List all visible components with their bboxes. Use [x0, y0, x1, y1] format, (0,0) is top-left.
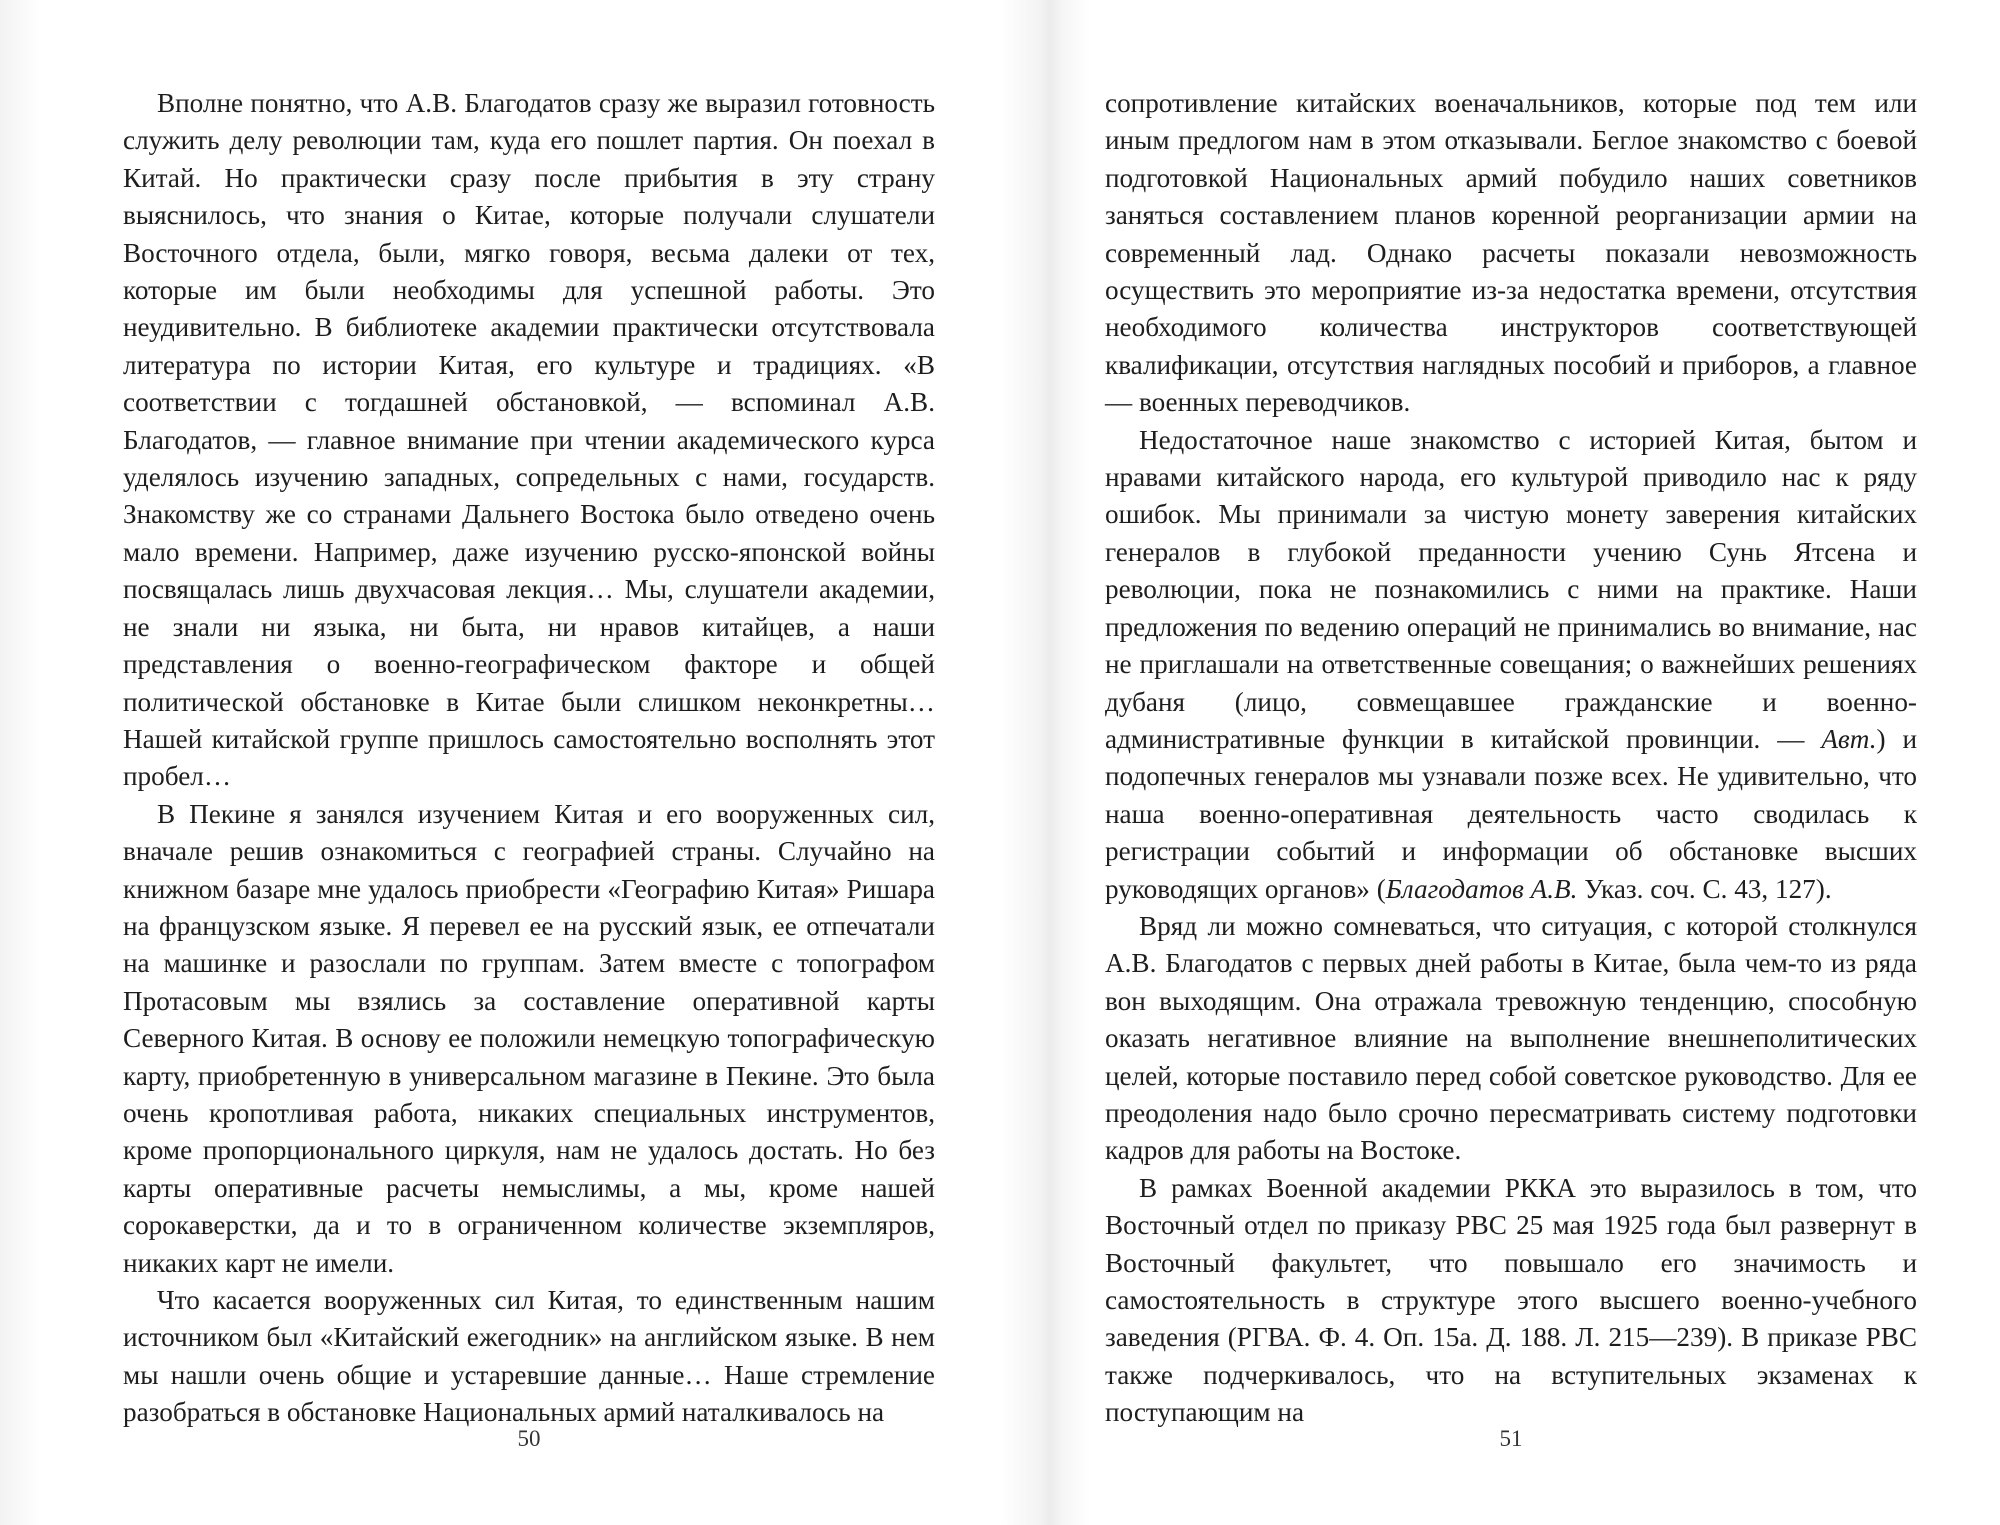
paragraph: В Пекине я занялся изучением Китая и его вооруженных сил, вначале решив ознакомиться с географией страны. Случайно на книжном базаре мне удалось приобрести «Географию Китая» Ришара на французском языке. Я перевел ее на русский язык, ее отпечатали на машинке и разослали по группам. Затем вместе с топографом Протасовым мы взялись за составление оперативной карты Северного Китая. В основу ее положили немецкую топографическую карту, приобретенную в универсальном магазине в Пекине. Это была очень кропотливая работа, никаких специальных инструментов, кроме пропорционального циркуля, нам не удалось достать. Но без карты оперативные расчеты немыслимы, а мы, кроме нашей сорокаверстки, да и то в ограниченном количестве экземпляров, никаких карт не имели. [123, 798, 935, 1278]
italic-text: Благодатов А.В. [1385, 873, 1578, 904]
italic-text: Авт. [1821, 723, 1877, 754]
right-page-text [1105, 85, 1917, 1432]
text-run: Недостаточное наше знакомство с историей Китая, бытом и нравами китайского народа, его культурой приводило нас к ряду ошибок. Мы принимали за чистую монету заверения китайских генералов в глубокой преданности учению Сунь Ятсена и революции, пока не познакомились с ними на практике. Наши предложения по ведению операций не принимались во внимание, нас не приглашали на ответственные совещания; о важнейших решениях дубаня (лицо, совмещавшее гражданские и военно-административные функции в китайской провинции. — [1105, 424, 1917, 754]
left-page-text [123, 85, 935, 1432]
paragraph: Вполне понятно, что А.В. Благодатов сразу же выразил готовность служить делу революции там, куда его пошлет партия. Он поехал в Китай. Но практически сразу после прибытия в эту страну выяснилось, что знания о Китае, которые получали слушатели Восточного отдела, были, мягко говоря, весьма далеки от тех, которые им были необходимы для успешной работы. Это неудивительно. В библиотеке академии практически отсутствовала литература по истории Китая, его культуре и традициях. «В соответствии с тогдашней обстановкой, — вспоминал А.В. Благодатов, — главное внимание при чтении академического курса уделялось изучению западных, сопредельных с нами, государств. Знакомству же со странами Дальнего Востока было отведено очень мало времени. Например, даже изучению русско-японской войны посвящалась лишь двухчасовая лекция… Мы, слушатели академии, не знали ни языка, ни быта, ни нравов китайцев, а наши представления о военно-географическом факторе и общей политической обстановке в Китае были слишком неконкретны… Нашей китайской группе пришлось самостоятельно восполнять этот пробел… [123, 88, 935, 792]
paragraph: сопротивление китайских военачальников, которые под тем или иным предлогом нам в этом отказывали. Беглое знакомство с боевой подготовкой Национальных армий побудило наших советников заняться составлением планов коренной реорганизации армии на современный лад. Однако расчеты показали невозможность осуществить это мероприятие из-за недостатка времени, отсутствия необходимого количества инструкторов соответствующей квалификации, отсутствия наглядных пособий и приборов, а главное — военных переводчиков. [1105, 88, 1917, 418]
page-edge-shadow [0, 0, 40, 1525]
page-number-right: 51 [1499, 1426, 1523, 1451]
text-run: ) и подопечных генералов мы узнавали позже всех. Не удивительно, что наша военно-оперативная деятельность часто сводилась к регистрации событий и информации об обстановке высших руководящих органов» ( [1105, 723, 1918, 904]
paragraph: Вряд ли можно сомневаться, что ситуация, с которой столкнулся А.В. Благодатов с первых дней работы в Китае, была чем-то из ряда вон выходящим. Она отражала тревожную тенденцию, способную оказать негативное влияние на выполнение внешнеполитических целей, которые поставило перед собой советское руководство. Для ее преодоления надо было срочно пересматривать систему подготовки кадров для работы на Востоке. [1105, 910, 1917, 1166]
paragraph: В рамках Военной академии РККА это выразилось в том, что Восточный отдел по приказу РВС 25 мая 1925 года был развернут в Восточный факультет, что повышало его значимость и самостоятельность в структуре этого высшего военно-учебного заведения (РГВА. Ф. 4. Оп. 15а. Д. 188. Л. 215—239). В приказе РВС также подчеркивалось, что на вступительных экзаменах к поступающим на [1105, 1172, 1917, 1428]
page-number-left: 50 [517, 1426, 541, 1451]
text-run: Указ. соч. С. 43, 127). [1577, 873, 1832, 904]
book-gutter [1000, 0, 1090, 1525]
paragraph [1105, 422, 1917, 908]
paragraph: Что касается вооруженных сил Китая, то единственным нашим источником был «Китайский ежегодник» на английском языке. В нем мы нашли очень общие и устаревшие данные… Наше стремление разобраться в обстановке Национальных армий наталкивалось на [123, 1285, 935, 1428]
